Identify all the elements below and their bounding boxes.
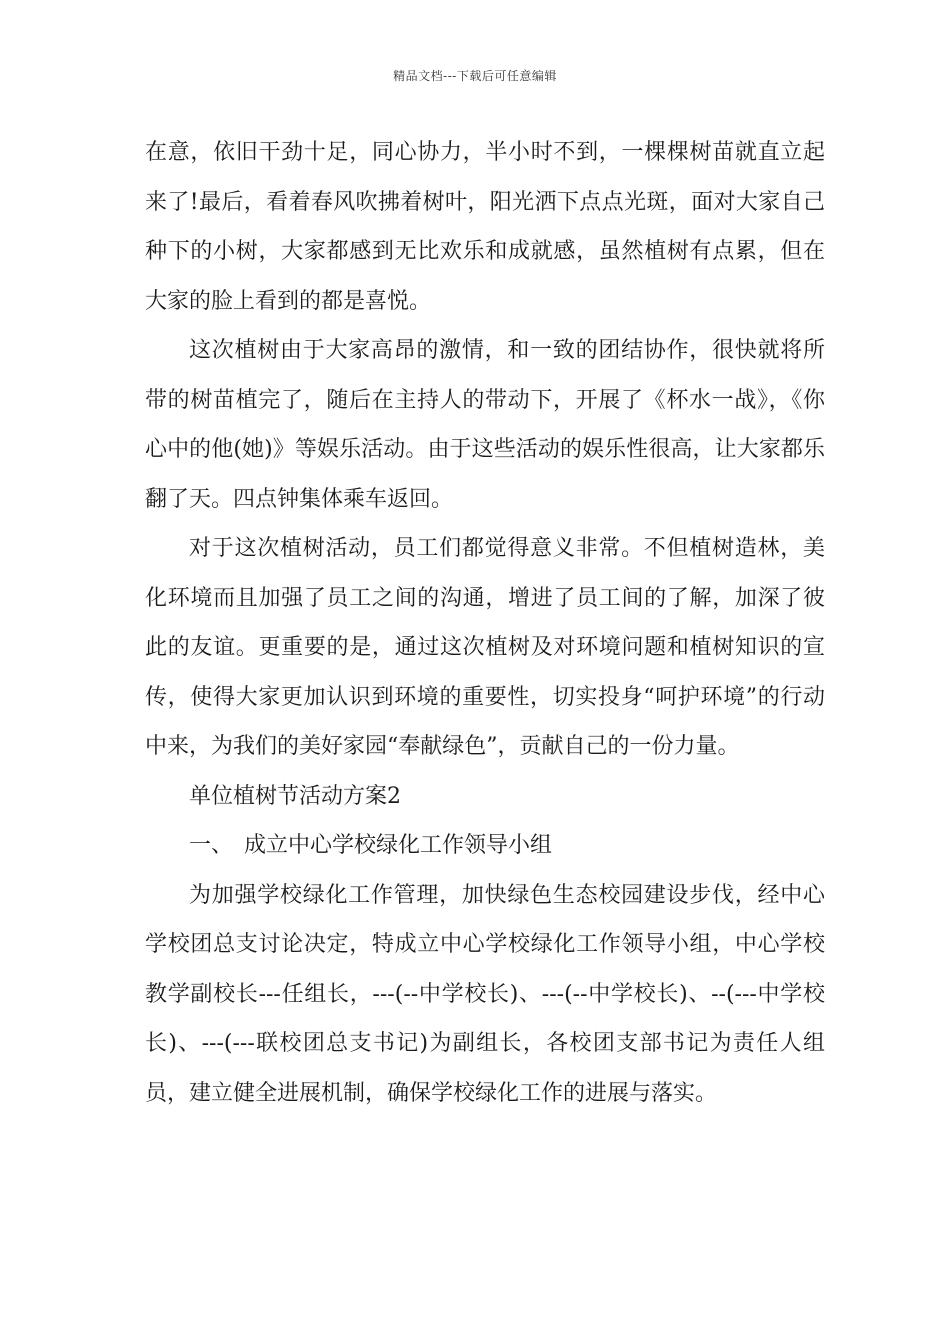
document-body xyxy=(145,128,825,1118)
section-title: 单位植树节活动方案2 xyxy=(189,783,401,809)
page-header: 精品文档---下载后可任意编辑 xyxy=(393,69,557,83)
paragraph-tree-planting: 这次植树由于大家高昂的激情，和一致的团结协作，很快就将所带的树苗植完了，随后在主持人的带动下，开展了《杯水一战》，《你心中的他(她)》等娱乐活动。由于这些活动的娱乐性很高，让大家都乐翻了天。四点钟集体乘车返回。 xyxy=(145,338,825,512)
paragraph-continuation: 在意，依旧干劲十足，同心协力，半小时不到，一棵棵树苗就直立起来了!最后，看着春风吹拂着树叶，阳光洒下点点光斑，面对大家自己种下的小树，大家都感到无比欢乐和成就感，虽然植树有点累，但在大家的脸上看到的都是喜悦。 xyxy=(145,140,825,314)
paragraph-significance: 对于这次植树活动，员工们都觉得意义非常。不但植树造林，美化环境而且加强了员工之间的沟通，增进了员工间的了解，加深了彼此的友谊。更重要的是，通过这次植树及对环境问题和植树知识的宣传，使得大家更加认识到环境的重要性，切实投身“呵护环境”的行动中来，为我们的美好家园“奉献绿色”，贡献自己的一份力量。 xyxy=(145,536,825,759)
paragraph-leadership-group: 为加强学校绿化工作管理，加快绿色生态校园建设步伐，经中心学校团总支讨论决定，特成立中心学校绿化工作领导小组，中心学校教学副校长---任组长，---(--中学校长)、---(--中学校长)、--(---中学校长)、---(---联校团总支书记)为副组长，各校团支部书记为责任人组员，建立健全进展机制，确保学校绿化工作的进展与落实。 xyxy=(145,882,825,1106)
section-subheading: 一、 成立中心学校绿化工作领导小组 xyxy=(189,833,553,858)
